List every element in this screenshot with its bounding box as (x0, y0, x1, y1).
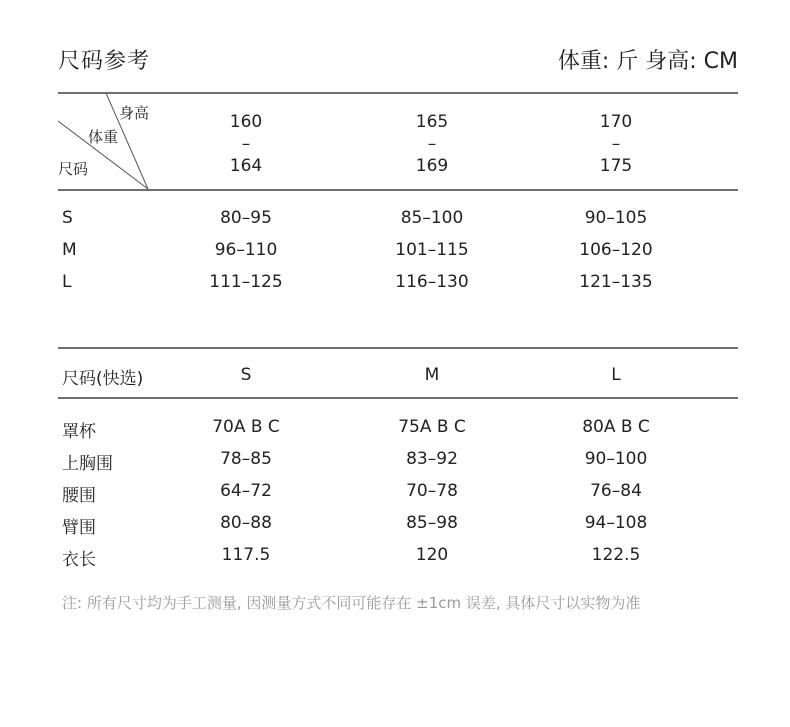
height-range-2-top: 165 (415, 112, 449, 132)
weight-cell: 80–95 (220, 208, 272, 228)
measure-label-upper-bust: 上胸围 (62, 454, 113, 474)
height-range-3-dash: – (611, 134, 621, 154)
size-header-s: S (240, 365, 252, 385)
weight-cell: 90–105 (584, 208, 648, 228)
quick-size-header: 尺码(快选) (62, 369, 144, 389)
corner-label-weight: 体重 (88, 128, 119, 146)
measurement-note: 注: 所有尺寸均为手工测量, 因测量方式不同可能存在 ±1cm 误差, 具体尺寸以实物为准 (62, 594, 641, 612)
corner-label-size: 尺码 (58, 160, 89, 178)
measure-cell: 80–88 (220, 513, 272, 533)
size-header-m: M (424, 365, 440, 385)
measure-cell: 90–100 (584, 449, 648, 469)
height-range-3-top: 170 (599, 112, 633, 132)
measure-cell: 70–78 (406, 481, 458, 501)
weight-cell: 96–110 (214, 240, 278, 260)
size-label-m: M (62, 240, 77, 260)
measure-cell: 94–108 (584, 513, 648, 533)
height-range-2-bottom: 169 (415, 156, 449, 176)
corner-label-height: 身高 (119, 104, 150, 122)
measure-label-waist: 腰围 (62, 486, 96, 506)
measure-label-length: 衣长 (62, 550, 96, 570)
height-range-3-bottom: 175 (599, 156, 633, 176)
weight-cell: 116–130 (395, 272, 469, 292)
weight-cell: 111–125 (209, 272, 283, 292)
measure-cell: 80A B C (582, 417, 650, 437)
size-label-l: L (62, 272, 72, 292)
measure-cell: 120 (415, 545, 449, 565)
page-title: 尺码参考 (58, 49, 151, 74)
size-label-s: S (62, 208, 73, 228)
units-legend: 体重: 斤 身高: CM (557, 49, 738, 74)
measure-label-arm: 臂围 (62, 518, 96, 538)
measure-cell: 117.5 (221, 545, 271, 565)
weight-cell: 101–115 (395, 240, 469, 260)
size-header-l: L (611, 365, 621, 385)
height-range-1-dash: – (241, 134, 251, 154)
height-range-2-dash: – (427, 134, 437, 154)
table2-top-rule (58, 347, 738, 349)
table1-header-rule (58, 189, 738, 191)
measure-cell: 122.5 (591, 545, 641, 565)
measure-cell: 78–85 (220, 449, 272, 469)
table1-top-rule (58, 92, 738, 94)
height-range-1-bottom: 164 (229, 156, 263, 176)
measure-cell: 70A B C (212, 417, 280, 437)
measure-cell: 64–72 (220, 481, 272, 501)
weight-cell: 121–135 (579, 272, 653, 292)
measure-cell: 85–98 (406, 513, 458, 533)
weight-cell: 106–120 (579, 240, 653, 260)
height-range-1-top: 160 (229, 112, 263, 132)
weight-cell: 85–100 (400, 208, 464, 228)
measure-label-cup: 罩杯 (62, 422, 96, 442)
measure-cell: 75A B C (398, 417, 466, 437)
table2-header-rule (58, 397, 738, 399)
measure-cell: 76–84 (590, 481, 642, 501)
measure-cell: 83–92 (406, 449, 458, 469)
